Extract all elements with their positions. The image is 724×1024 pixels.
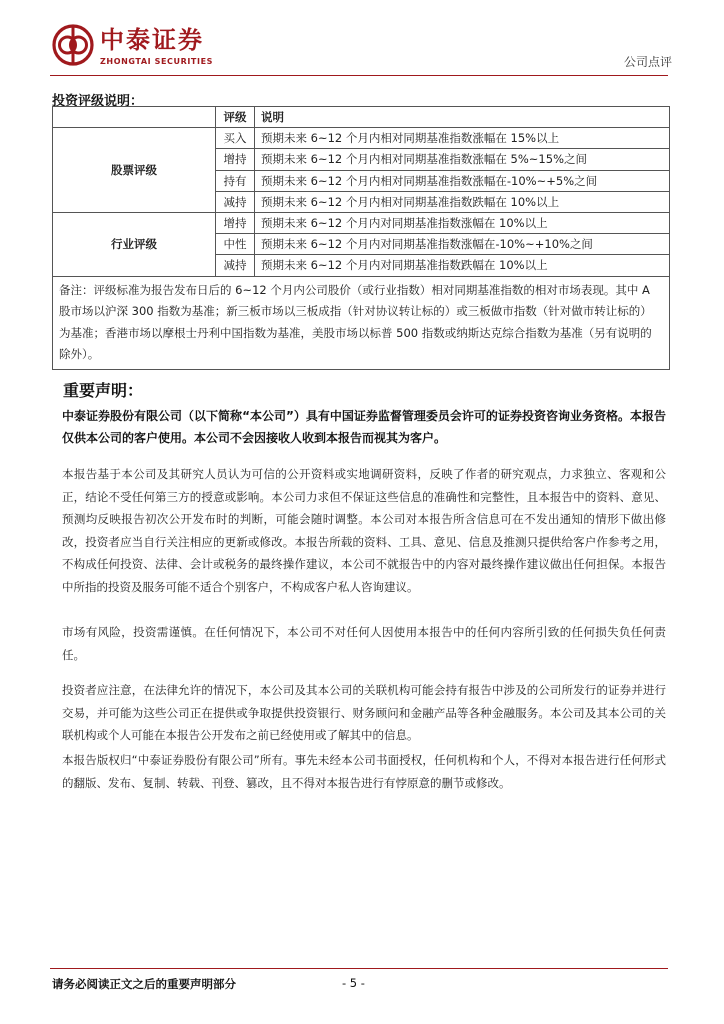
declaration-title: 重要声明： (63, 381, 144, 400)
declaration-paragraph: 投资者应注意，在法律允许的情况下，本公司及其本公司的关联机构可能会持有报告中涉及的公司所发行的证券并进行交易，并可能为这些公司正在提供或争取提供投资银行、财务顾问和金融产品等各种金融服务。本公司及其本公司的关联机构或个人可能在本报告公开发布之前已经使用或了解其中的信息。 (62, 683, 666, 742)
declaration-paragraph: 市场有风险，投资需谨慎。在任何情况下，本公司不对任何人因使用本报告中的任何内容所引致的任何损失负任何责任。 (62, 625, 666, 662)
page-header (0, 0, 724, 80)
document-type: 公司点评 (623, 55, 672, 69)
rating-desc: 预期未来 6~12 个月内相对同期基准指数跌幅在 10%以上 (255, 191, 670, 212)
rating-desc: 预期未来 6~12 个月内相对同期基准指数涨幅在 15%以上 (255, 128, 670, 149)
declaration-paragraph: 本报告基于本公司及其研究人员认为可信的公开资料或实地调研资料，反映了作者的研究观点，力求独立、客观和公正，结论不受任何第三方的授意或影响。本公司力求但不保证这些信息的准确性和完整性，且本报告中的资料、意见、预测均反映报告初次公开发布时的判断，可能会随时调整。本公司对本报告所含信息可在不发出通知的情形下做出修改，投资者应当自行关注相应的更新或修改。本报告所载的资料、工具、意见、信息及推测只提供给客户作参考之用，不构成任何投资、法律、会计或税务的最终操作建议，本公司不就报告中的内容对最终操作建议做出任何担保。本报告中所指的投资及服务可能不适合个别客户，不构成客户私人咨询建议。 (62, 467, 666, 594)
rating-note: 备注：评级标准为报告发布日后的 6~12 个月内公司股价（或行业指数）相对同期基准指数的相对市场表现。其中 A 股市场以沪深 300 指数为基准；新三板市场以三板成指（针对协议转让标的）或三板做市指数（针对做市转让标的）为基准；香港市场以摩根士丹利中国指数为基准，美股市场以标普 500 指数或纳斯达克综合指数为基准（另有说明的除外）。 (53, 276, 670, 369)
header-divider (50, 75, 668, 76)
rating-desc: 预期未来 6~12 个月内相对同期基准指数涨幅在-10%~+5%之间 (255, 170, 670, 191)
table-row (53, 212, 670, 233)
declaration-intro: 中泰证券股份有限公司（以下简称“本公司”）具有中国证券监督管理委员会许可的证券投资咨询业务资格。本报告仅供本公司的客户使用。本公司不会因接收人收到本报告而视其为客户。 (62, 409, 666, 445)
rating-level: 中性 (216, 234, 255, 255)
rating-desc-header: 说明 (255, 107, 670, 128)
rating-desc: 预期未来 6~12 个月内对同期基准指数涨幅在 10%以上 (255, 212, 670, 233)
stock-rating-group: 股票评级 (53, 128, 216, 213)
rating-level: 减持 (216, 255, 255, 276)
rating-level-header: 评级 (216, 107, 255, 128)
empty-header-cell (53, 107, 216, 128)
footer-notice: 请务必阅读正文之后的重要声明部分 (52, 977, 236, 991)
declaration-paragraph: 本报告版权归“中泰证券股份有限公司”所有。事先未经本公司书面授权，任何机构和个人，不得对本报告进行任何形式的翻版、发布、复制、转载、刊登、篡改，且不得对本报告进行有悖原意的删节或修改。 (62, 753, 666, 790)
rating-level: 增持 (216, 149, 255, 170)
industry-rating-group: 行业评级 (53, 212, 216, 276)
rating-note-row (53, 276, 670, 369)
table-row (53, 128, 670, 149)
logo-english-name: ZHONGTAI SECURITIES (100, 57, 213, 66)
logo-chinese-name: 中泰证券 (100, 26, 204, 54)
rating-level: 买入 (216, 128, 255, 149)
rating-desc: 预期未来 6~12 个月内对同期基准指数跌幅在 10%以上 (255, 255, 670, 276)
rating-section-title: 投资评级说明： (52, 94, 144, 109)
rating-header-row (53, 107, 670, 128)
rating-desc: 预期未来 6~12 个月内对同期基准指数涨幅在-10%~+10%之间 (255, 234, 670, 255)
rating-level: 持有 (216, 170, 255, 191)
zhongtai-logo-icon (52, 24, 94, 66)
rating-level: 增持 (216, 212, 255, 233)
page-number: - 5 - (342, 976, 365, 990)
rating-desc: 预期未来 6~12 个月内相对同期基准指数涨幅在 5%~15%之间 (255, 149, 670, 170)
rating-table (52, 106, 670, 370)
footer-divider (50, 968, 668, 969)
rating-level: 减持 (216, 191, 255, 212)
